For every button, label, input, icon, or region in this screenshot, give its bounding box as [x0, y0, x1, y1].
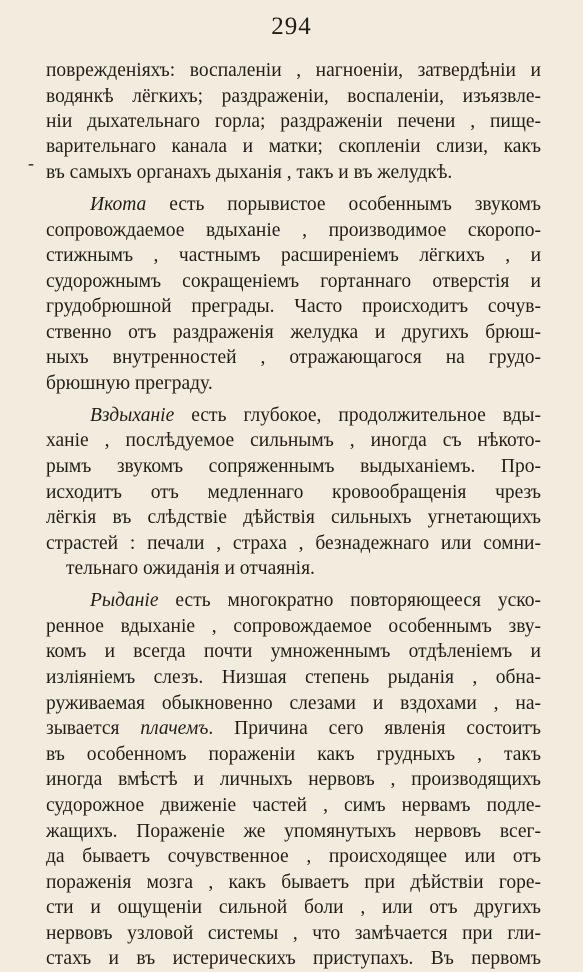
line-segment: ственно отъ раздраженія желудка и другихъ брюш- [46, 322, 541, 343]
text-line [46, 716, 541, 742]
line-segment: да бываетъ сочувственное , происходящее или отъ [46, 846, 541, 867]
line-segment: въ особенномъ пораженіи какъ грудныхъ , такъ [46, 744, 541, 765]
text-line [46, 639, 541, 665]
text-line [46, 742, 541, 768]
text-line [46, 531, 541, 557]
line-segment: комъ и всегда почти умноженнымъ отдѣленіемъ и [46, 641, 541, 662]
line-segment: исходитъ отъ медленнаго кровообращенія чрезъ [46, 482, 541, 503]
line-segment: въ самыхъ органахъ дыханія , такъ и въ желудкѣ. [46, 162, 453, 183]
line-segment: сопровождаемое вдыханіе , производимое скоропо- [46, 220, 541, 241]
text-line [46, 614, 541, 640]
line-segment: ніи дыхательнаго горла; раздраженіи печени , пище- [46, 111, 541, 132]
line-segment: сти и ощущеніи сильной боли , или отъ другихъ [46, 897, 541, 918]
line-segment: есть глубокое, продолжительное вды- [174, 405, 541, 426]
line-segment: судорожнымъ сокращеніемъ гортаннаго отверстія и [46, 271, 541, 292]
italic-term: Вздыханіе [90, 405, 175, 426]
text-line [46, 793, 541, 819]
text-line [46, 134, 541, 160]
line-segment: стахъ и въ истерическихъ приступахъ. Въ первомъ [46, 948, 541, 969]
line-segment: изліяніемъ слезъ. Низшая степень рыданія , обна- [46, 667, 541, 688]
text-line [46, 320, 541, 346]
line-segment: поврежденіяхъ: воспаленіи , нагноеніи, затвердѣніи и [46, 60, 541, 81]
text-line [46, 921, 541, 947]
text-line [46, 294, 541, 320]
line-segment: варительнаго канала и матки; скопленіи слизи, какъ [46, 136, 541, 157]
text-line [46, 243, 541, 269]
line-segment: нервовъ узловой системы , что замѣчается при гли- [46, 923, 541, 944]
line-segment: лёгкія въ слѣдствіе дѣйствія сильныхъ угнетающихъ [46, 507, 541, 528]
line-segment: ренное вдыханіе , сопровождаемое особеннымъ зву- [46, 616, 541, 637]
text-line [46, 767, 541, 793]
paragraph-rydanie-text-line [90, 588, 541, 614]
text-line [46, 345, 541, 371]
line-segment: брюшную преграду. [46, 373, 213, 394]
paragraph-vzdykhanie-text-line [90, 403, 541, 429]
margin-mark: - [28, 153, 34, 173]
text-line [46, 480, 541, 506]
line-segment: пораженія мозга , какъ бываетъ при дѣйствіи горе- [46, 872, 541, 893]
line-segment: стижнымъ , частнымъ расширеніемъ лёгкихъ , и [46, 245, 541, 266]
text-line [46, 428, 541, 454]
text-line [46, 505, 541, 531]
line-segment: ныхъ внутренностей , отражающагося на грудо- [46, 347, 541, 368]
line-segment: жащихъ. Пораженіе же упомянутыхъ нервовъ всег- [46, 821, 541, 842]
text-line [46, 946, 541, 972]
line-segment: рымъ звукомъ сопряженнымъ выдыханіемъ. Про- [46, 456, 541, 477]
text-line [46, 665, 541, 691]
text-line [46, 844, 541, 870]
italic-term: Икота [90, 194, 147, 215]
text-line [46, 691, 541, 717]
text-line [46, 218, 541, 244]
text-line [46, 870, 541, 896]
text-line [46, 84, 541, 110]
text-line [46, 895, 541, 921]
text-line [46, 454, 541, 480]
text-line [66, 556, 541, 582]
line-segment: есть порывистое особеннымъ звукомъ [146, 194, 541, 215]
line-segment: тельнаго ожиданія и отчаянія. [66, 558, 315, 579]
line-segment: есть многократно повторяющееся уско- [158, 590, 541, 611]
text-line [46, 371, 541, 397]
line-segment: ханіе , послѣдуемое сильнымъ , иногда съ нѣкото- [46, 430, 541, 451]
italic-term: Рыданіе [90, 590, 159, 611]
text-line [46, 109, 541, 135]
line-segment: водянкѣ лёгкихъ; раздраженіи, воспаленіи, изъязвле- [46, 86, 541, 107]
page-number: 294 [271, 13, 312, 40]
line-segment: иногда вмѣстѣ и личныхъ нервовъ , производящихъ [46, 769, 541, 790]
line-segment: судорожное движеніе частей , симъ нервамъ подле- [46, 795, 541, 816]
text-line [46, 819, 541, 845]
paragraph-ikota-text-line [90, 192, 541, 218]
line-segment: . Причина сего явленія состоитъ [208, 718, 542, 739]
line-segment: руживаемая обыкновенно слезами и вздохами , на- [46, 693, 541, 714]
paragraph-1-text-line [46, 58, 541, 84]
italic-term: плачемъ [140, 718, 209, 739]
line-segment: страстей : печали , страха , безнадежнаго или сомни- [46, 533, 541, 554]
line-segment: грудобрюшной преграды. Часто происходитъ сочув- [46, 296, 541, 317]
text-line [46, 269, 541, 295]
line-segment: зывается [46, 718, 141, 739]
text-line [46, 160, 541, 186]
